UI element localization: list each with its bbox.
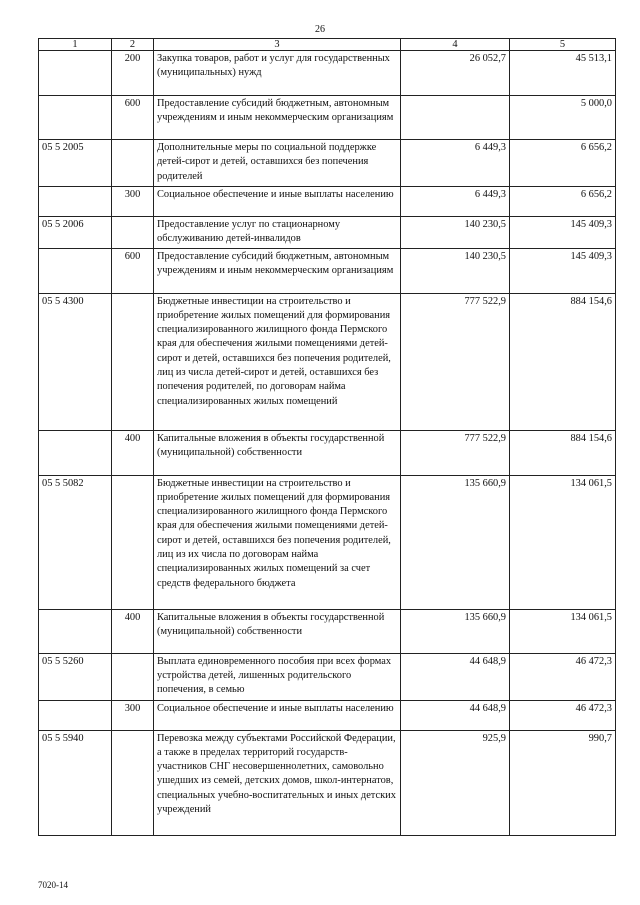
description-cell: Социальное обеспечение и иные выплаты населению — [154, 187, 401, 217]
amount-cell-col4: 135 660,9 — [401, 475, 510, 609]
target-code-cell: 05 5 2005 — [39, 140, 112, 187]
amount-cell-col5: 990,7 — [510, 730, 616, 835]
amount-cell-col5: 134 061,5 — [510, 475, 616, 609]
column-header-3: 3 — [154, 39, 401, 51]
expense-type-cell: 600 — [112, 248, 154, 293]
expense-type-cell — [112, 217, 154, 249]
table-row — [39, 51, 616, 96]
expense-type-cell: 300 — [112, 700, 154, 730]
description-cell: Предоставление услуг по стационарному обслуживанию детей-инвалидов — [154, 217, 401, 249]
description-cell: Предоставление субсидий бюджетным, автономным учреждениям и иным некоммерческим организациям — [154, 248, 401, 293]
expense-type-cell: 200 — [112, 51, 154, 96]
expense-type-cell — [112, 475, 154, 609]
target-code-cell: 05 5 4300 — [39, 293, 112, 430]
expense-type-cell — [112, 293, 154, 430]
target-code-cell — [39, 51, 112, 96]
amount-cell-col5: 884 154,6 — [510, 430, 616, 475]
document-code: 7020-14 — [38, 880, 68, 890]
amount-cell-col4: 44 648,9 — [401, 700, 510, 730]
description-cell: Дополнительные меры по социальной поддержке детей-сирот и детей, оставшихся без попечения родителей — [154, 140, 401, 187]
amount-cell-col4: 777 522,9 — [401, 293, 510, 430]
amount-cell-col4: 135 660,9 — [401, 609, 510, 653]
expense-type-cell: 400 — [112, 430, 154, 475]
amount-cell-col5: 6 656,2 — [510, 140, 616, 187]
table-row — [39, 293, 616, 430]
description-cell: Закупка товаров, работ и услуг для государственных (муниципальных) нужд — [154, 51, 401, 96]
amount-cell-col4: 140 230,5 — [401, 248, 510, 293]
table-row — [39, 217, 616, 249]
description-cell: Перевозка между субъектами Российской Федерации, а также в пределах территорий государств-участников СНГ несовершеннолетних, самовольно ушедших из семей, детских домов, школ-интернатов, специальных учебно-воспитательных и иных детских учреждений — [154, 730, 401, 835]
expense-type-cell — [112, 730, 154, 835]
amount-cell-col5: 145 409,3 — [510, 217, 616, 249]
table-row — [39, 653, 616, 700]
target-code-cell — [39, 430, 112, 475]
table-row — [39, 700, 616, 730]
target-code-cell: 05 5 2006 — [39, 217, 112, 249]
amount-cell-col4: 925,9 — [401, 730, 510, 835]
column-header-4: 4 — [401, 39, 510, 51]
target-code-cell: 05 5 5082 — [39, 475, 112, 609]
expense-type-cell: 400 — [112, 609, 154, 653]
amount-cell-col5: 45 513,1 — [510, 51, 616, 96]
column-header-2: 2 — [112, 39, 154, 51]
amount-cell-col5: 145 409,3 — [510, 248, 616, 293]
description-cell: Социальное обеспечение и иные выплаты населению — [154, 700, 401, 730]
header-row — [39, 39, 616, 51]
table-row — [39, 96, 616, 140]
target-code-cell — [39, 609, 112, 653]
description-cell: Предоставление субсидий бюджетным, автономным учреждениям и иным некоммерческим организациям — [154, 96, 401, 140]
amount-cell-col4: 6 449,3 — [401, 140, 510, 187]
amount-cell-col4: 777 522,9 — [401, 430, 510, 475]
budget-table — [38, 38, 616, 836]
expense-type-cell: 600 — [112, 96, 154, 140]
amount-cell-col5: 46 472,3 — [510, 700, 616, 730]
column-header-5: 5 — [510, 39, 616, 51]
expense-type-cell — [112, 653, 154, 700]
amount-cell-col5: 134 061,5 — [510, 609, 616, 653]
table-row — [39, 140, 616, 187]
description-cell: Бюджетные инвестиции на строительство и приобретение жилых помещений для формирования специализированного жилищного фонда Пермского края для обеспечения жилыми помещениями детей-сирот и детей, оставшихся без попечения родителей, лиц из числа детей-сирот и детей, оставшихся без попечения родителей, по договорам найма специализированных жилых помещений — [154, 293, 401, 430]
target-code-cell — [39, 187, 112, 217]
description-cell: Выплата единовременного пособия при всех формах устройства детей, лишенных родительского попечения, в семью — [154, 653, 401, 700]
amount-cell-col5: 6 656,2 — [510, 187, 616, 217]
target-code-cell: 05 5 5260 — [39, 653, 112, 700]
table-row — [39, 187, 616, 217]
amount-cell-col5: 46 472,3 — [510, 653, 616, 700]
table-row — [39, 475, 616, 609]
target-code-cell: 05 5 5940 — [39, 730, 112, 835]
description-cell: Бюджетные инвестиции на строительство и приобретение жилых помещений для формирования специализированного жилищного фонда Пермского края для обеспечения жилыми помещениями детей-сирот и детей, оставшихся без попечения родителей, лиц из их числа по договорам найма специализированных жилых помещений за счет средств федерального бюджета — [154, 475, 401, 609]
expense-type-cell — [112, 140, 154, 187]
table-row — [39, 430, 616, 475]
amount-cell-col5: 884 154,6 — [510, 293, 616, 430]
table-row — [39, 609, 616, 653]
table-row — [39, 730, 616, 835]
column-header-1: 1 — [39, 39, 112, 51]
amount-cell-col4: 26 052,7 — [401, 51, 510, 96]
amount-cell-col4: 6 449,3 — [401, 187, 510, 217]
amount-cell-col4: 44 648,9 — [401, 653, 510, 700]
page-number: 26 — [315, 24, 325, 35]
amount-cell-col4: 140 230,5 — [401, 217, 510, 249]
expense-type-cell: 300 — [112, 187, 154, 217]
target-code-cell — [39, 96, 112, 140]
description-cell: Капитальные вложения в объекты государственной (муниципальной) собственности — [154, 609, 401, 653]
amount-cell-col4 — [401, 96, 510, 140]
target-code-cell — [39, 700, 112, 730]
table-row — [39, 248, 616, 293]
description-cell: Капитальные вложения в объекты государственной (муниципальной) собственности — [154, 430, 401, 475]
target-code-cell — [39, 248, 112, 293]
amount-cell-col5: 5 000,0 — [510, 96, 616, 140]
